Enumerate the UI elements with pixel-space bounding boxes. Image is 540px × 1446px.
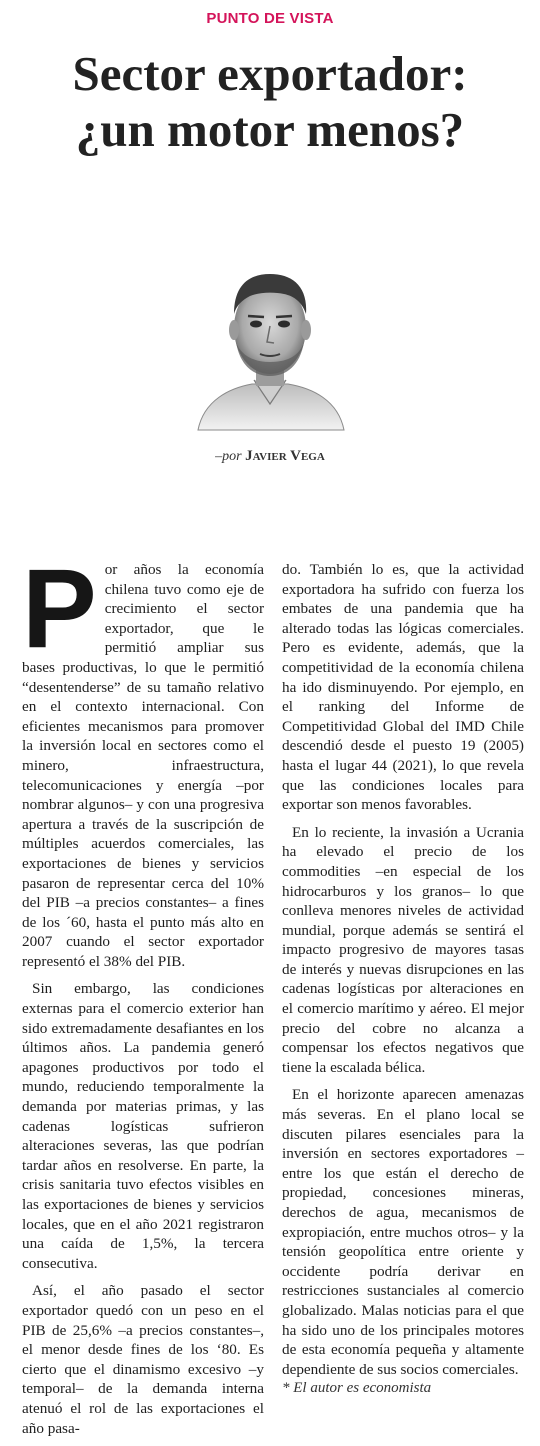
author-portrait <box>190 262 350 432</box>
headline-line-2: ¿un motor menos? <box>75 102 465 157</box>
paragraph: Sin embargo, las condiciones externas para el comercio exterior han sido extremadamente desafiantes en los últimos años. La pandemia generó apagones productivos por todo el mundo, reduciendo temporalmente la demanda por materias primas, y las cadenas logísticas sufrieron alteraciones severas, las que podrían tardar años en resolverse. En parte, la crisis sanitaria tuvo efectos visibles en las exportaciones de bienes y servicios locales, que en el año 2021 registraron una caída de 1,5%, la tercera consecutiva. <box>22 980 264 1272</box>
paragraph: do. También lo es, que la actividad exportadora ha sufrido con fuerza los embates de una pandemia que ha alterado todas las lógicas comerciales. Pero es evidente, además, que la competitividad de la economía chilena ha ido disminuyendo. Por ejemplo, en el ranking del Informe de Competitividad Global del IMD Chile descendió desde el puesto 19 (2005) hasta el lugar 44 (2021), lo que revela que las condiciones locales para exportar son menos favorables. <box>282 561 524 814</box>
byline-prefix: –por <box>215 449 242 464</box>
article-column-right <box>282 560 524 1387</box>
section-label: PUNTO DE VISTA <box>206 10 334 27</box>
headline <box>0 46 540 158</box>
paragraph: En el horizonte aparecen amenazas más severas. En el plano local se discuten pilares esenciales para la inversión en sectores exportadores –entre los que están el derecho de propiedad, concesiones mineras, derechos de agua, mecanismos de expropiación, entre muchos otros– y la tensión geopolítica entre oriente y occidente podría derivar en restricciones sustanciales al comercio globalizado. Malas noticias para el que ha sido uno de los principales motores de esta economía pequeña y altamente dependiente de sus socios comerciales. <box>282 1086 524 1378</box>
paragraph: Por años la economía chilena tuvo como eje de crecimiento el sector exportador, que le permitió ampliar sus bases productivas, lo que le permitió “desentenderse” de su tamaño relativo en el contexto internacional. Con eficientes mecanismos para promover la inversión local en sectores como el minero, infraestructura, telecomunicaciones y energía –por nombrar algunos– y con una progresiva apertura a través de la suscripción de múltiples acuerdos comerciales, las exportaciones de bienes y servicios pasaron de representar cerca del 10% del PIB –a precios constantes– a fines de los ´60, hasta el punto más alto en 2007 cuando el sector exportador representó el 38% del PIB. <box>22 546 264 970</box>
paragraph: En lo reciente, la invasión a Ucrania ha elevado el precio de los commodities –en especial de los hidrocarburos y los granos– lo que conlleva menores niveles de actividad mundial, porque además se sentirá el impacto progresivo de mayores tasas de interés y nuevas disrupciones en las cadenas logísticas por alteraciones en el comercio marítimo y aéreo. El mejor precio del cobre no alcanza a compensar los efectos negativos que tiene la escalada bélica. <box>282 823 524 1076</box>
author-footnote: * El autor es economista <box>282 1380 432 1396</box>
article-column-left <box>22 546 264 1446</box>
author-name: Javier Vega <box>245 448 325 464</box>
paragraph: Así, el año pasado el sector exportador quedó con un peso en el PIB de 25,6% –a precios constantes–, el menor desde fines de los ‘80. Es cierto que el dinamismo excesivo –y temporal– de la demanda interna atenuó el rol de las exportaciones el año pasa- <box>22 1282 264 1437</box>
drop-cap: P <box>22 546 97 671</box>
byline <box>0 448 540 465</box>
headline-line-1: Sector exportador: <box>72 46 468 101</box>
